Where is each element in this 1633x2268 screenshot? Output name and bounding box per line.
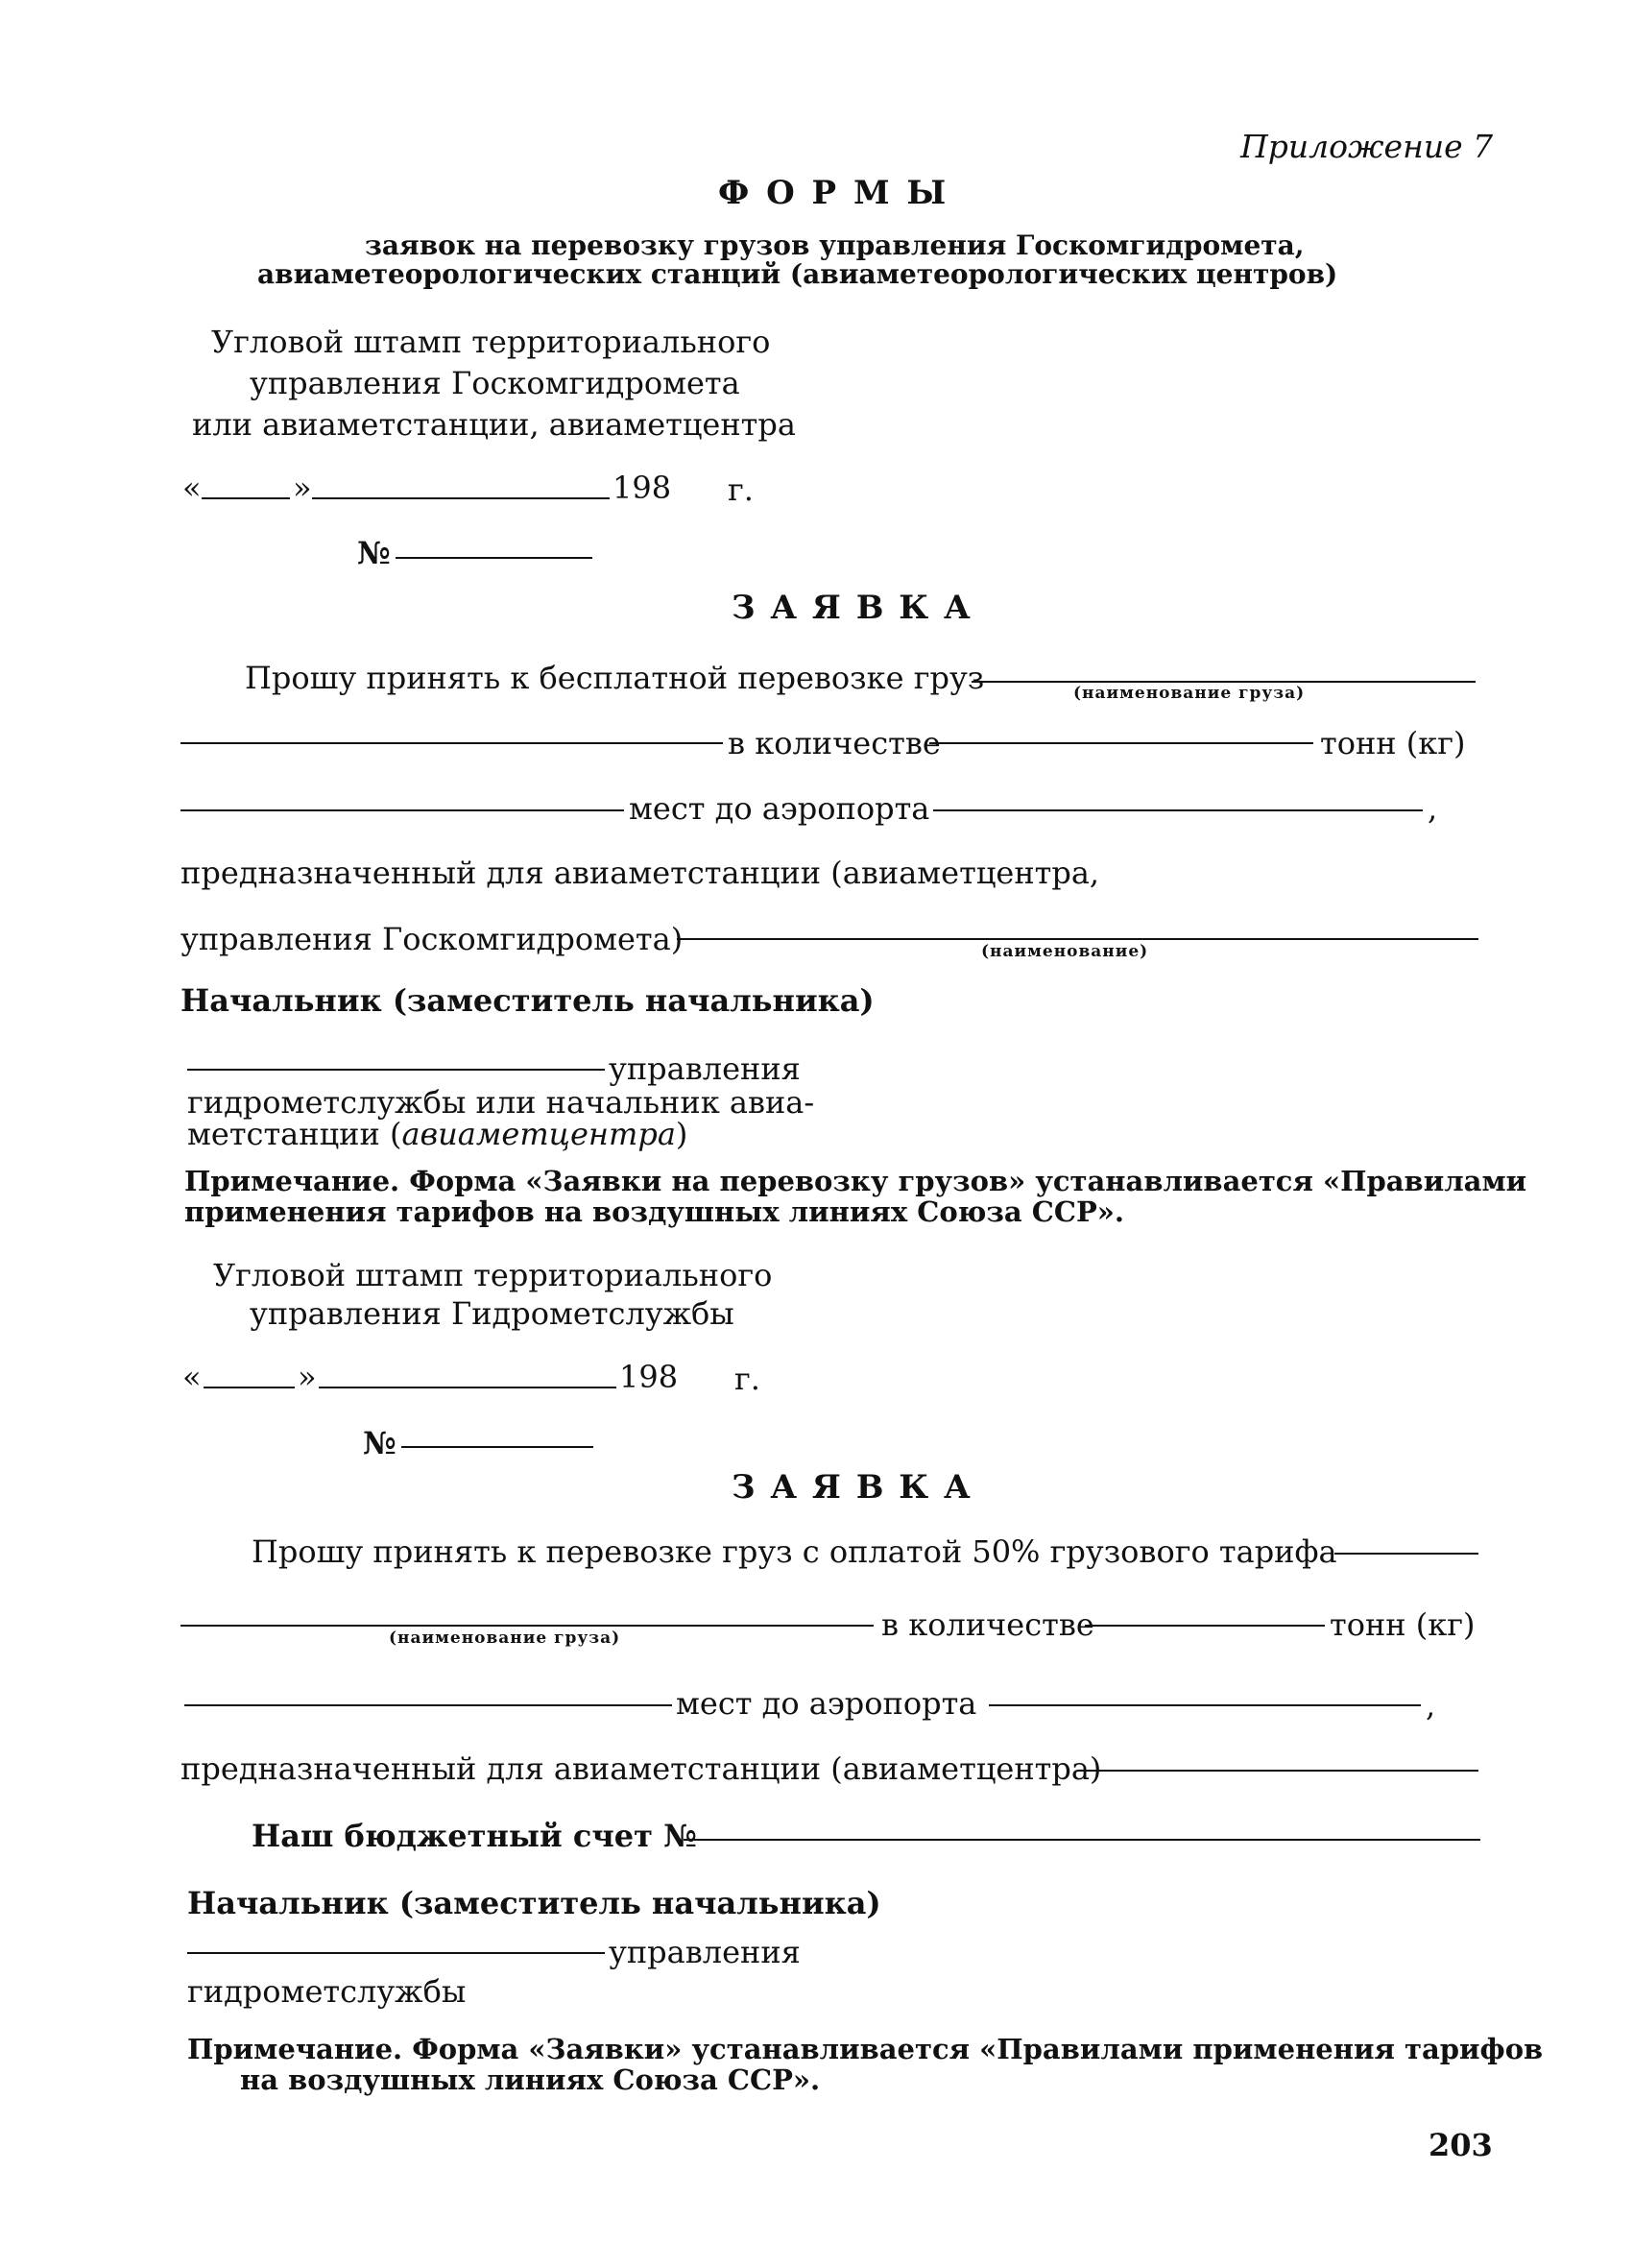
form2-office-line (187, 1952, 605, 1954)
form2-cargo-line (180, 1625, 874, 1627)
form2-cargo-line-start (1334, 1553, 1478, 1555)
form1-places-label: мест до аэропорта (629, 790, 930, 827)
form1-airport-line (933, 809, 1423, 811)
subtitle-line-2: авиаметеорологических станций (авиаметеорологических центров) (257, 258, 1338, 290)
form1-date-month-line (312, 497, 610, 499)
form1-request-text: Прошу принять к бесплатной перевозке груз (245, 660, 985, 696)
form1-stamp-line-2: управления Госкомгидромета (250, 365, 740, 401)
form2-stamp-line-2: управления Гидрометслужбы (250, 1295, 734, 1332)
form1-cargo-caption: (наименование груза) (1073, 684, 1306, 703)
form1-name-caption: (наименование) (981, 942, 1149, 961)
form1-signer-line-2 (187, 1116, 688, 1152)
form2-budget-label: Наш бюджетный счет № (252, 1818, 697, 1854)
form2-stamp-line-1: Угловой штамп территориального (213, 1257, 773, 1293)
page-number: 203 (1429, 2127, 1493, 2163)
subtitle-line-1: заявок на перевозку грузов управления Госкомгидромета, (365, 229, 1305, 261)
form1-number-label: № (357, 535, 391, 571)
form2-date-year: 198 (619, 1359, 679, 1395)
form2-number-label: № (363, 1425, 396, 1461)
form2-office-label: управления (609, 1934, 801, 1970)
form1-date-year: 198 (612, 470, 672, 506)
form2-places-label: мест до аэропорта (676, 1685, 977, 1722)
form1-name-line (677, 938, 1478, 940)
form2-chief-label: Начальник (заместитель начальника) (187, 1885, 881, 1921)
form1-quantity-line (929, 742, 1313, 744)
form2-note-line-1: Примечание. Форма «Заявки» устанавливается «Правилами применения тарифов (187, 2033, 1544, 2065)
form2-signer-line: гидрометслужбы (187, 1973, 467, 2010)
form2-cargo-caption: (наименование груза) (389, 1629, 621, 1648)
form1-intended-line-2: управления Госкомгидромета) (180, 921, 684, 957)
form2-number-line (401, 1446, 593, 1448)
form1-comma: , (1428, 790, 1438, 827)
form1-cargo-continue-line (180, 742, 723, 744)
form1-quantity-label: в количестве (728, 725, 941, 761)
form2-intended-line: предназначенный для авиаметстанции (авиаметцентра) (180, 1750, 1102, 1787)
form1-places-line (180, 809, 624, 811)
form1-stamp-line-3: или авиаметстанции, авиаметцентра (192, 406, 796, 443)
form2-quantity-label: в количестве (881, 1606, 1094, 1643)
form1-heading: З А Я В К А (732, 589, 973, 627)
form1-date-quote-close: » (293, 470, 312, 506)
form1-units-label: тонн (кг) (1320, 725, 1466, 761)
form2-date-quote-open: « (182, 1359, 202, 1395)
form2-request-text: Прошу принять к перевозке груз с оплатой 50% грузового тарифа (252, 1533, 1337, 1570)
form2-date-month-line (319, 1387, 616, 1388)
form1-signer-part-b: ) (675, 1116, 688, 1152)
form2-comma: , (1426, 1687, 1436, 1724)
form1-intended-line-1: предназначенный для авиаметстанции (авиаметцентра, (180, 855, 1100, 891)
form1-date-day-line (202, 497, 290, 499)
form2-note-line-2: на воздушных линиях Союза ССР». (240, 2063, 821, 2096)
form1-date-suffix: г. (728, 471, 754, 508)
form2-date-day-line (204, 1387, 295, 1388)
form1-signer-part-a: метстанции ( (187, 1116, 402, 1152)
forms-title: Ф О Р М Ы (718, 174, 949, 212)
form2-date-quote-close: » (298, 1359, 317, 1395)
form1-date-quote-open: « (182, 470, 202, 506)
appendix-label: Приложение 7 (1240, 128, 1494, 165)
form1-office-label: управления (609, 1050, 801, 1087)
form1-signer-line-1: гидрометслужбы или начальник авиа- (187, 1084, 815, 1121)
form2-quantity-line (1085, 1625, 1325, 1627)
form2-date-suffix: г. (734, 1361, 760, 1397)
form2-intended-fill-line (1077, 1770, 1478, 1772)
form1-number-line (396, 557, 592, 559)
form1-office-line (187, 1069, 605, 1071)
form2-budget-line (684, 1839, 1480, 1841)
form2-places-line (184, 1704, 672, 1706)
form1-signer-part-italic: авиаметцентра (401, 1116, 676, 1152)
form2-airport-line (989, 1704, 1421, 1706)
form1-note-line-2: применения тарифов на воздушных линиях Союза ССР». (184, 1195, 1124, 1228)
form2-heading: З А Я В К А (732, 1468, 973, 1507)
form1-chief-label: Начальник (заместитель начальника) (180, 982, 875, 1019)
form2-units-label: тонн (кг) (1330, 1606, 1476, 1643)
form1-cargo-line (972, 681, 1476, 683)
form1-stamp-line-1: Угловой штамп территориального (211, 324, 771, 360)
form1-note-line-1: Примечание. Форма «Заявки на перевозку грузов» устанавливается «Правилами (184, 1165, 1527, 1197)
